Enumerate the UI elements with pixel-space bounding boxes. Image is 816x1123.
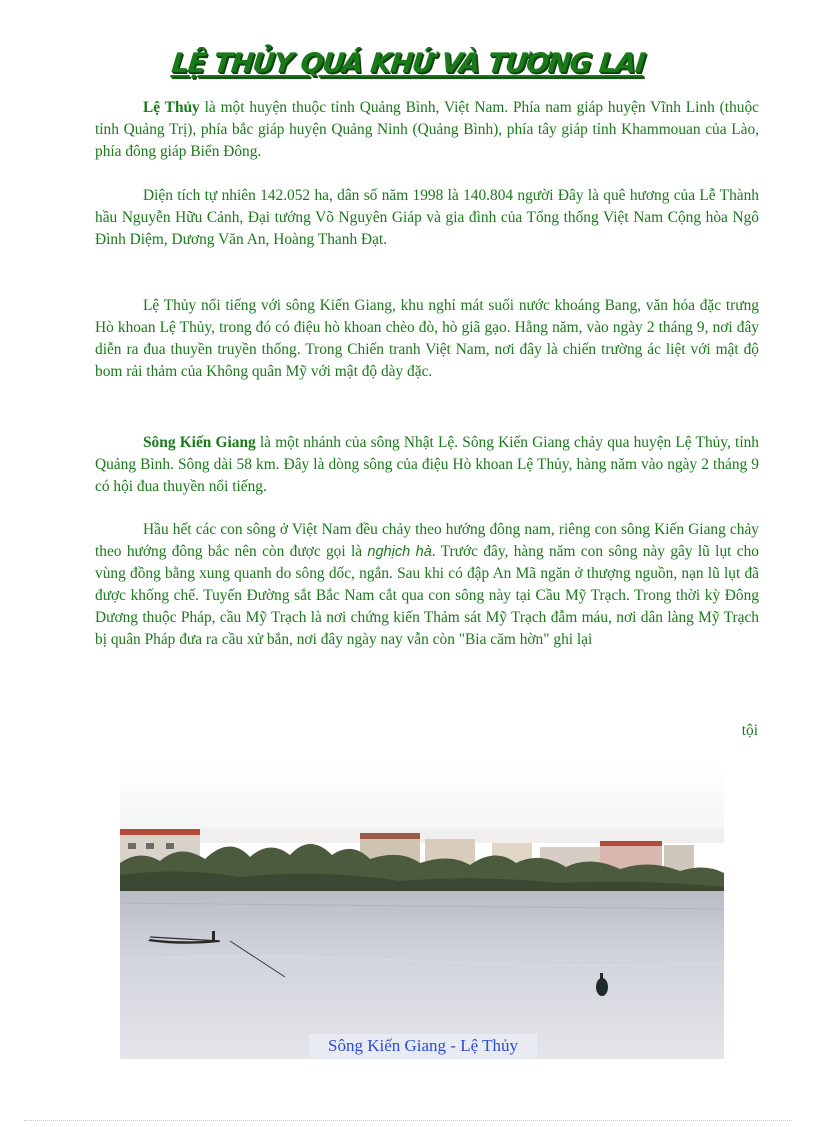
paragraph-history-text-a: Hầu hết các con sông ở Việt Nam đều chảy theo hướng đông nam, riêng con sông Kiến Giang chảy theo hướng đông bắc nên còn được gọi là xyxy=(95,521,759,560)
river-photo xyxy=(120,763,724,1059)
paragraph-demographics xyxy=(95,185,759,251)
bold-term-song-kien-giang: Sông Kiến Giang xyxy=(143,434,256,451)
page-title: LỆ THỦY QUÁ KHỨ VÀ TƯƠNG LAI xyxy=(170,48,646,79)
paragraph-history-text-b: . Trước đây, hàng năm con sông này gây lũ lụt cho vùng đồng bằng xung quanh do sông dốc, ngắn. Sau khi có đập An Mã ngăn ở thượng nguồn, nạn lũ lụt đã được khống chế. Tuyến Đường sắt Bắc Nam cắt qua con sông này tại Cầu Mỹ Trạch. Trong thời kỳ Đông Dương thuộc Pháp, cầu Mỹ Trạch là nơi chứng kiến Thảm sát Mỹ Trạch đẫm máu, nơi dân làng Mỹ Trạch bị quân Pháp đưa ra cầu xử bắn, nơi đây ngày nay vẫn còn "Bia căm hờn" ghi lại xyxy=(95,543,759,648)
paragraph-intro xyxy=(95,97,759,163)
photo-caption: Sông Kiến Giang - Lệ Thủy xyxy=(309,1034,537,1058)
page-bottom-divider xyxy=(24,1120,792,1121)
paragraph-culture xyxy=(95,295,759,383)
paragraph-river-text: là một nhánh của sông Nhật Lệ. Sông Kiến Giang chảy qua huyện Lệ Thủy, tỉnh Quảng Bình. Sông dài 58 km. Đây là dòng sông của điệu Hò khoan Lệ Thủy, hàng năm vào ngày 2 tháng 9 có hội đua thuyền nổi tiếng. xyxy=(95,434,759,495)
paragraph-history xyxy=(95,519,759,651)
bold-term-le-thuy: Lệ Thủy xyxy=(143,99,200,116)
paragraph-intro-text: là một huyện thuộc tỉnh Quảng Bình, Việt Nam. Phía nam giáp huyện Vĩnh Linh (thuộc tỉnh Quảng Trị), phía bắc giáp huyện Quảng Ninh (Quảng Bình), phía tây giáp tỉnh Khammouan của Lào, phía đông giáp Biển Đông. xyxy=(95,99,760,160)
paragraph-culture-text: Lệ Thủy nổi tiếng với sông Kiến Giang, khu nghỉ mát suối nước khoáng Bang, văn hóa đặc trưng Hò khoan Lệ Thủy, trong đó có điệu hò khoan chèo đò, hò giã gạo. Hằng năm, vào ngày 2 tháng 9, nơi đây diễn ra đua thuyền truyền thống. Trong Chiến tranh Việt Nam, nơi đây là chiến trường ác liệt với mật độ bom rải thảm của Không quân Mỹ với mật độ dày đặc. xyxy=(95,297,759,380)
river-photo-illustration xyxy=(120,763,724,1059)
paragraph-demographics-text: Diện tích tự nhiên 142.052 ha, dân số năm 1998 là 140.804 người Đây là quê hương của Lễ Thành hầu Nguyễn Hữu Cảnh, Đại tướng Võ Nguyên Giáp và gia đình của Tổng thống Việt Nam Cộng hòa Ngô Đình Diệm, Dương Văn An, Hoàng Thanh Đạt. xyxy=(95,187,759,248)
paragraph-river xyxy=(95,432,759,498)
italic-term-nghich-ha: nghịch hà xyxy=(367,544,432,560)
trailing-word: tội xyxy=(741,722,758,739)
